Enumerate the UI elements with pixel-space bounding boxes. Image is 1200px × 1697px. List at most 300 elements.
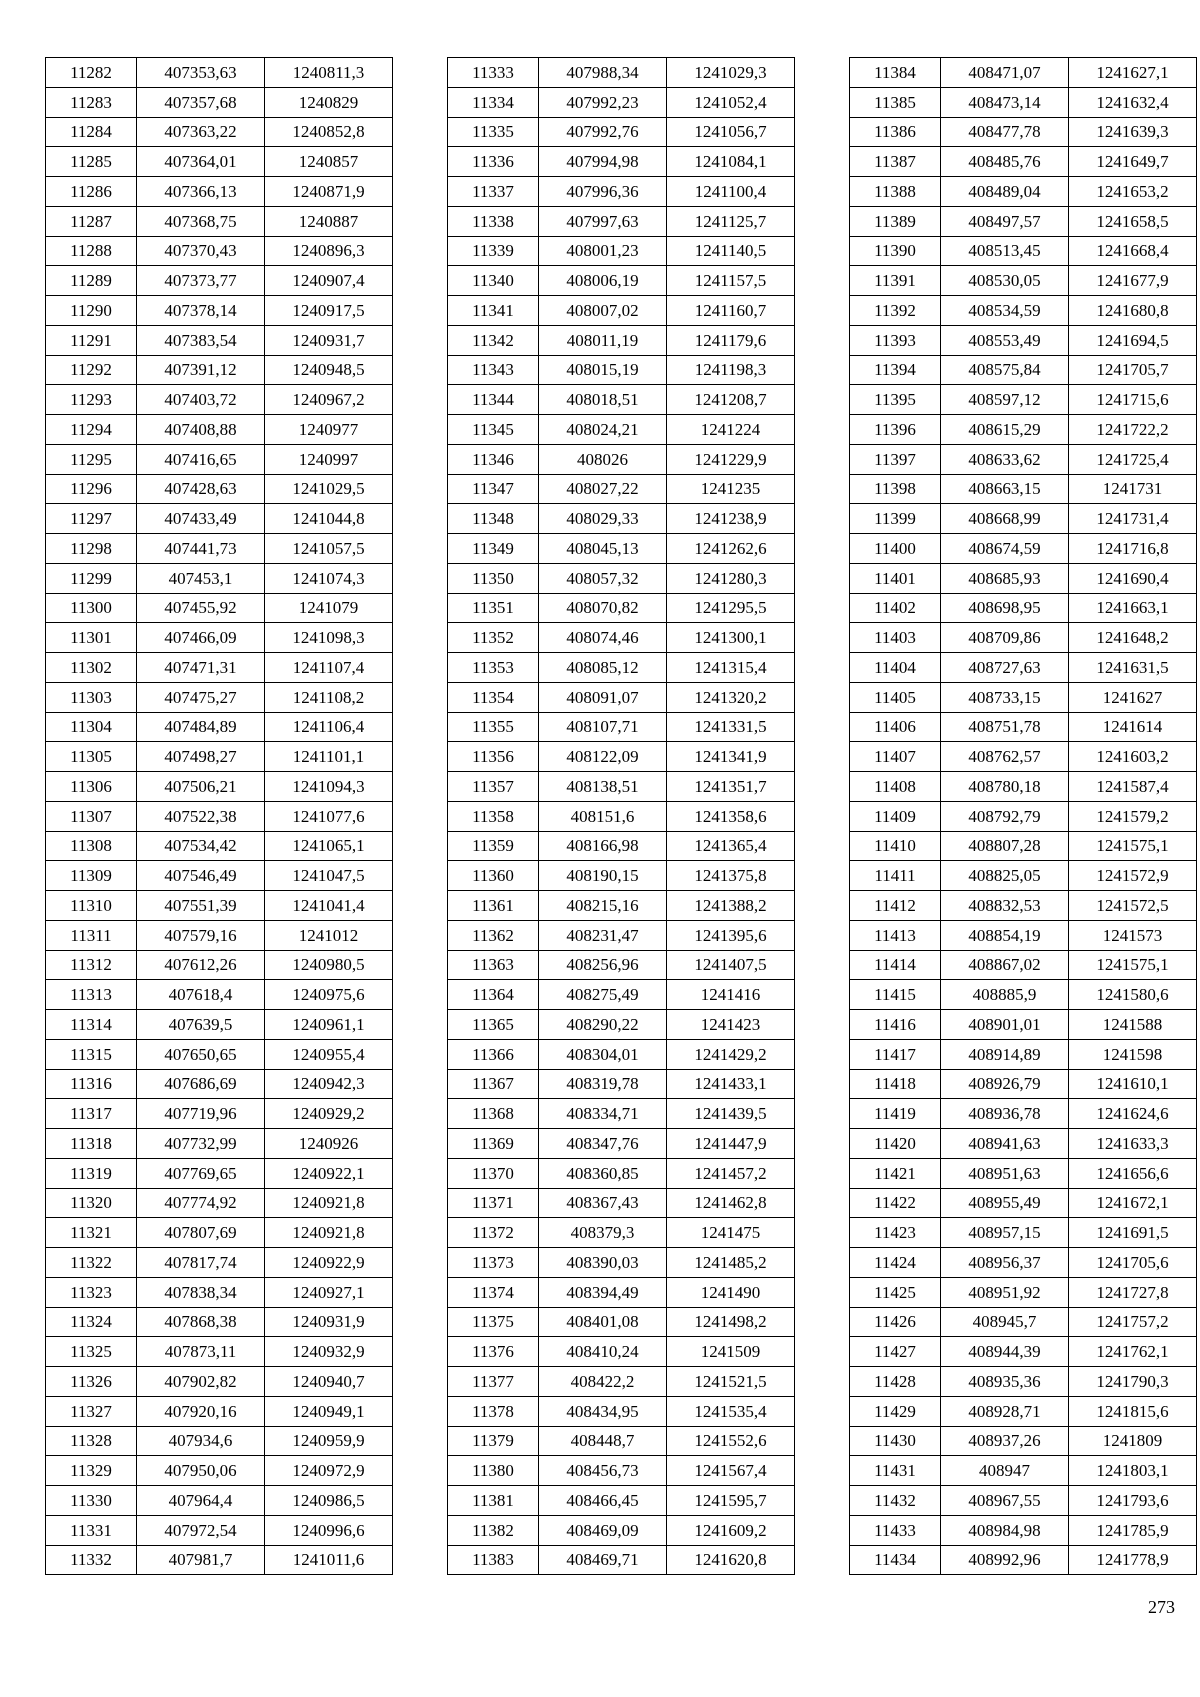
x-coordinate-cell: 407364,01 [137,147,265,177]
y-coordinate-cell: 1240980,5 [265,950,393,980]
point-number-cell: 11404 [850,653,941,683]
point-number-cell: 11380 [448,1456,539,1486]
point-number-cell: 11320 [46,1188,137,1218]
y-coordinate-cell: 1240986,5 [265,1486,393,1516]
table-row [46,444,393,474]
point-number-cell: 11415 [850,980,941,1010]
table-row [46,504,393,534]
point-number-cell: 11322 [46,1248,137,1278]
table-row [46,325,393,355]
point-number-cell: 11352 [448,623,539,653]
table-row [850,593,1197,623]
y-coordinate-cell: 1241672,1 [1069,1188,1197,1218]
x-coordinate-cell: 407546,49 [137,861,265,891]
point-number-cell: 11420 [850,1129,941,1159]
x-coordinate-cell: 408473,14 [941,87,1069,117]
y-coordinate-cell: 1241108,2 [265,682,393,712]
point-number-cell: 11423 [850,1218,941,1248]
y-coordinate-cell: 1240948,5 [265,355,393,385]
table-row [46,415,393,445]
x-coordinate-cell: 407368,75 [137,206,265,236]
coordinate-table-1 [45,57,393,1575]
x-coordinate-cell: 408469,71 [539,1545,667,1575]
point-number-cell: 11396 [850,415,941,445]
point-number-cell: 11304 [46,712,137,742]
table-row [448,861,795,891]
x-coordinate-cell: 408057,32 [539,563,667,593]
table-row [448,1515,795,1545]
point-number-cell: 11294 [46,415,137,445]
y-coordinate-cell: 1241575,1 [1069,950,1197,980]
y-coordinate-cell: 1241280,3 [667,563,795,593]
table-row [448,1069,795,1099]
x-coordinate-cell: 408733,15 [941,682,1069,712]
x-coordinate-cell: 408394,49 [539,1277,667,1307]
point-number-cell: 11394 [850,355,941,385]
y-coordinate-cell: 1241815,6 [1069,1396,1197,1426]
y-coordinate-cell: 1240917,5 [265,296,393,326]
table-row [850,1010,1197,1040]
x-coordinate-cell: 407433,49 [137,504,265,534]
x-coordinate-cell: 408018,51 [539,385,667,415]
x-coordinate-cell: 407383,54 [137,325,265,355]
x-coordinate-cell: 408231,47 [539,920,667,950]
table-row [850,325,1197,355]
y-coordinate-cell: 1241106,4 [265,712,393,742]
x-coordinate-cell: 408698,95 [941,593,1069,623]
point-number-cell: 11378 [448,1396,539,1426]
table-row [850,1515,1197,1545]
coordinate-table-body [448,58,795,1575]
point-number-cell: 11303 [46,682,137,712]
point-number-cell: 11305 [46,742,137,772]
y-coordinate-cell: 1241575,1 [1069,831,1197,861]
point-number-cell: 11401 [850,563,941,593]
point-number-cell: 11427 [850,1337,941,1367]
table-row [46,1456,393,1486]
table-row [46,1218,393,1248]
table-row [46,1515,393,1545]
point-number-cell: 11411 [850,861,941,891]
point-number-cell: 11321 [46,1218,137,1248]
table-row [46,1039,393,1069]
y-coordinate-cell: 1240811,3 [265,58,393,88]
table-row [46,1337,393,1367]
x-coordinate-cell: 408007,02 [539,296,667,326]
point-number-cell: 11375 [448,1307,539,1337]
x-coordinate-cell: 407992,23 [539,87,667,117]
x-coordinate-cell: 408026 [539,444,667,474]
point-number-cell: 11340 [448,266,539,296]
table-row [850,1248,1197,1278]
x-coordinate-cell: 407363,22 [137,117,265,147]
table-row [448,117,795,147]
table-row [46,1277,393,1307]
y-coordinate-cell: 1241658,5 [1069,206,1197,236]
table-row [46,355,393,385]
x-coordinate-cell: 408957,15 [941,1218,1069,1248]
point-number-cell: 11399 [850,504,941,534]
point-number-cell: 11370 [448,1158,539,1188]
y-coordinate-cell: 1241614 [1069,712,1197,742]
x-coordinate-cell: 408122,09 [539,742,667,772]
y-coordinate-cell: 1241627 [1069,682,1197,712]
x-coordinate-cell: 407506,21 [137,772,265,802]
table-row [850,206,1197,236]
table-row [46,742,393,772]
x-coordinate-cell: 407466,09 [137,623,265,653]
point-number-cell: 11367 [448,1069,539,1099]
point-number-cell: 11342 [448,325,539,355]
table-row [850,653,1197,683]
y-coordinate-cell: 1241388,2 [667,891,795,921]
y-coordinate-cell: 1241098,3 [265,623,393,653]
point-number-cell: 11319 [46,1158,137,1188]
table-row [46,623,393,653]
table-row [46,1129,393,1159]
y-coordinate-cell: 1241727,8 [1069,1277,1197,1307]
table-row [850,474,1197,504]
x-coordinate-cell: 408674,59 [941,534,1069,564]
point-number-cell: 11426 [850,1307,941,1337]
y-coordinate-cell: 1241567,4 [667,1456,795,1486]
x-coordinate-cell: 408367,43 [539,1188,667,1218]
x-coordinate-cell: 408807,28 [941,831,1069,861]
x-coordinate-cell: 408727,63 [941,653,1069,683]
y-coordinate-cell: 1240955,4 [265,1039,393,1069]
point-number-cell: 11406 [850,712,941,742]
table-row [448,58,795,88]
point-number-cell: 11377 [448,1367,539,1397]
x-coordinate-cell: 407981,7 [137,1545,265,1575]
y-coordinate-cell: 1240887 [265,206,393,236]
table-row [850,415,1197,445]
y-coordinate-cell: 1241715,6 [1069,385,1197,415]
x-coordinate-cell: 408530,05 [941,266,1069,296]
point-number-cell: 11383 [448,1545,539,1575]
x-coordinate-cell: 407817,74 [137,1248,265,1278]
table-row [448,1486,795,1516]
y-coordinate-cell: 1241785,9 [1069,1515,1197,1545]
table-row [46,206,393,236]
y-coordinate-cell: 1241631,5 [1069,653,1197,683]
y-coordinate-cell: 1241229,9 [667,444,795,474]
x-coordinate-cell: 408011,19 [539,325,667,355]
point-number-cell: 11389 [850,206,941,236]
y-coordinate-cell: 1241498,2 [667,1307,795,1337]
table-row [448,87,795,117]
y-coordinate-cell: 1240975,6 [265,980,393,1010]
point-number-cell: 11309 [46,861,137,891]
point-number-cell: 11374 [448,1277,539,1307]
table-row [850,1277,1197,1307]
point-number-cell: 11310 [46,891,137,921]
x-coordinate-cell: 408107,71 [539,712,667,742]
x-coordinate-cell: 407357,68 [137,87,265,117]
y-coordinate-cell: 1240927,1 [265,1277,393,1307]
x-coordinate-cell: 408513,45 [941,236,1069,266]
table-row [850,1456,1197,1486]
y-coordinate-cell: 1240829 [265,87,393,117]
point-number-cell: 11333 [448,58,539,88]
point-number-cell: 11332 [46,1545,137,1575]
y-coordinate-cell: 1241365,4 [667,831,795,861]
table-row [448,1039,795,1069]
x-coordinate-cell: 408151,6 [539,801,667,831]
y-coordinate-cell: 1241395,6 [667,920,795,950]
y-coordinate-cell: 1241731 [1069,474,1197,504]
y-coordinate-cell: 1241649,7 [1069,147,1197,177]
x-coordinate-cell: 407686,69 [137,1069,265,1099]
point-number-cell: 11429 [850,1396,941,1426]
point-number-cell: 11402 [850,593,941,623]
table-row [46,296,393,326]
x-coordinate-cell: 408825,05 [941,861,1069,891]
x-coordinate-cell: 408992,96 [941,1545,1069,1575]
y-coordinate-cell: 1241198,3 [667,355,795,385]
table-row [46,58,393,88]
table-row [850,801,1197,831]
x-coordinate-cell: 408190,15 [539,861,667,891]
table-row [850,891,1197,921]
point-number-cell: 11371 [448,1188,539,1218]
table-row [46,1426,393,1456]
point-number-cell: 11292 [46,355,137,385]
x-coordinate-cell: 408885,9 [941,980,1069,1010]
point-number-cell: 11290 [46,296,137,326]
point-number-cell: 11386 [850,117,941,147]
point-number-cell: 11318 [46,1129,137,1159]
point-number-cell: 11295 [46,444,137,474]
x-coordinate-cell: 407416,65 [137,444,265,474]
table-row [448,891,795,921]
y-coordinate-cell: 1240997 [265,444,393,474]
x-coordinate-cell: 407774,92 [137,1188,265,1218]
y-coordinate-cell: 1241235 [667,474,795,504]
x-coordinate-cell: 408477,78 [941,117,1069,147]
table-row [46,147,393,177]
point-number-cell: 11381 [448,1486,539,1516]
y-coordinate-cell: 1240857 [265,147,393,177]
point-number-cell: 11330 [46,1486,137,1516]
x-coordinate-cell: 407353,63 [137,58,265,88]
table-row [448,1396,795,1426]
y-coordinate-cell: 1241057,5 [265,534,393,564]
table-row [46,801,393,831]
table-row [448,1426,795,1456]
x-coordinate-cell: 408006,19 [539,266,667,296]
y-coordinate-cell: 1240871,9 [265,177,393,207]
y-coordinate-cell: 1241101,1 [265,742,393,772]
table-row [850,1069,1197,1099]
y-coordinate-cell: 1240931,7 [265,325,393,355]
point-number-cell: 11395 [850,385,941,415]
x-coordinate-cell: 408256,96 [539,950,667,980]
table-row [448,831,795,861]
y-coordinate-cell: 1240940,7 [265,1367,393,1397]
y-coordinate-cell: 1241012 [265,920,393,950]
table-row [448,504,795,534]
table-row [46,1069,393,1099]
point-number-cell: 11283 [46,87,137,117]
table-row [448,147,795,177]
x-coordinate-cell: 407920,16 [137,1396,265,1426]
point-number-cell: 11347 [448,474,539,504]
coordinate-table-body [850,58,1197,1575]
y-coordinate-cell: 1240896,3 [265,236,393,266]
x-coordinate-cell: 408928,71 [941,1396,1069,1426]
y-coordinate-cell: 1240922,9 [265,1248,393,1278]
point-number-cell: 11392 [850,296,941,326]
table-row [448,1129,795,1159]
table-row [46,653,393,683]
table-row [46,1396,393,1426]
table-row [850,1396,1197,1426]
point-number-cell: 11372 [448,1218,539,1248]
point-number-cell: 11300 [46,593,137,623]
point-number-cell: 11326 [46,1367,137,1397]
point-number-cell: 11336 [448,147,539,177]
x-coordinate-cell: 408955,49 [941,1188,1069,1218]
x-coordinate-cell: 408027,22 [539,474,667,504]
table-row [46,474,393,504]
y-coordinate-cell: 1241731,4 [1069,504,1197,534]
y-coordinate-cell: 1241077,6 [265,801,393,831]
point-number-cell: 11289 [46,266,137,296]
table-row [850,682,1197,712]
table-row [46,1188,393,1218]
y-coordinate-cell: 1240959,9 [265,1426,393,1456]
point-number-cell: 11341 [448,296,539,326]
x-coordinate-cell: 408615,29 [941,415,1069,445]
table-row [448,1248,795,1278]
y-coordinate-cell: 1241595,7 [667,1486,795,1516]
x-coordinate-cell: 408944,39 [941,1337,1069,1367]
table-row [850,712,1197,742]
table-row [850,1545,1197,1575]
x-coordinate-cell: 408390,03 [539,1248,667,1278]
x-coordinate-cell: 408489,04 [941,177,1069,207]
y-coordinate-cell: 1241705,7 [1069,355,1197,385]
x-coordinate-cell: 408956,37 [941,1248,1069,1278]
table-row [46,712,393,742]
y-coordinate-cell: 1241690,4 [1069,563,1197,593]
point-number-cell: 11344 [448,385,539,415]
table-row [850,236,1197,266]
x-coordinate-cell: 407498,27 [137,742,265,772]
table-row [46,682,393,712]
x-coordinate-cell: 408422,2 [539,1367,667,1397]
point-number-cell: 11373 [448,1248,539,1278]
table-row [850,623,1197,653]
point-number-cell: 11393 [850,325,941,355]
y-coordinate-cell: 1241107,4 [265,653,393,683]
y-coordinate-cell: 1241457,2 [667,1158,795,1188]
x-coordinate-cell: 408401,08 [539,1307,667,1337]
point-number-cell: 11327 [46,1396,137,1426]
x-coordinate-cell: 408935,36 [941,1367,1069,1397]
table-row [448,623,795,653]
table-row [850,87,1197,117]
y-coordinate-cell: 1240921,8 [265,1188,393,1218]
table-row [46,385,393,415]
y-coordinate-cell: 1241620,8 [667,1545,795,1575]
x-coordinate-cell: 408780,18 [941,772,1069,802]
point-number-cell: 11351 [448,593,539,623]
x-coordinate-cell: 407639,5 [137,1010,265,1040]
table-row [448,474,795,504]
y-coordinate-cell: 1241793,6 [1069,1486,1197,1516]
y-coordinate-cell: 1240961,1 [265,1010,393,1040]
x-coordinate-cell: 408937,26 [941,1426,1069,1456]
x-coordinate-cell: 408015,19 [539,355,667,385]
x-coordinate-cell: 408334,71 [539,1099,667,1129]
y-coordinate-cell: 1241680,8 [1069,296,1197,326]
point-number-cell: 11419 [850,1099,941,1129]
table-row [46,563,393,593]
x-coordinate-cell: 408290,22 [539,1010,667,1040]
table-row [850,772,1197,802]
x-coordinate-cell: 407950,06 [137,1456,265,1486]
x-coordinate-cell: 408091,07 [539,682,667,712]
y-coordinate-cell: 1241011,6 [265,1545,393,1575]
y-coordinate-cell: 1241598 [1069,1039,1197,1069]
y-coordinate-cell: 1241609,2 [667,1515,795,1545]
point-number-cell: 11431 [850,1456,941,1486]
x-coordinate-cell: 407719,96 [137,1099,265,1129]
point-number-cell: 11328 [46,1426,137,1456]
y-coordinate-cell: 1241160,7 [667,296,795,326]
point-number-cell: 11362 [448,920,539,950]
x-coordinate-cell: 408984,98 [941,1515,1069,1545]
point-number-cell: 11360 [448,861,539,891]
table-row [46,1248,393,1278]
table-row [448,325,795,355]
x-coordinate-cell: 407988,34 [539,58,667,88]
y-coordinate-cell: 1241624,6 [1069,1099,1197,1129]
point-number-cell: 11403 [850,623,941,653]
x-coordinate-cell: 407612,26 [137,950,265,980]
point-number-cell: 11355 [448,712,539,742]
table-row [46,1158,393,1188]
point-number-cell: 11414 [850,950,941,980]
table-row [448,236,795,266]
y-coordinate-cell: 1241573 [1069,920,1197,950]
y-coordinate-cell: 1241663,1 [1069,593,1197,623]
table-row [448,534,795,564]
y-coordinate-cell: 1241341,9 [667,742,795,772]
point-number-cell: 11302 [46,653,137,683]
x-coordinate-cell: 407453,1 [137,563,265,593]
y-coordinate-cell: 1241725,4 [1069,444,1197,474]
table-row [850,1099,1197,1129]
point-number-cell: 11323 [46,1277,137,1307]
coordinate-table-body [46,58,393,1575]
x-coordinate-cell: 408045,13 [539,534,667,564]
table-row [448,415,795,445]
point-number-cell: 11361 [448,891,539,921]
x-coordinate-cell: 408497,57 [941,206,1069,236]
point-number-cell: 11407 [850,742,941,772]
table-row [46,534,393,564]
table-row [448,206,795,236]
point-number-cell: 11410 [850,831,941,861]
point-number-cell: 11405 [850,682,941,712]
x-coordinate-cell: 408936,78 [941,1099,1069,1129]
table-row [448,980,795,1010]
y-coordinate-cell: 1241331,5 [667,712,795,742]
point-number-cell: 11356 [448,742,539,772]
